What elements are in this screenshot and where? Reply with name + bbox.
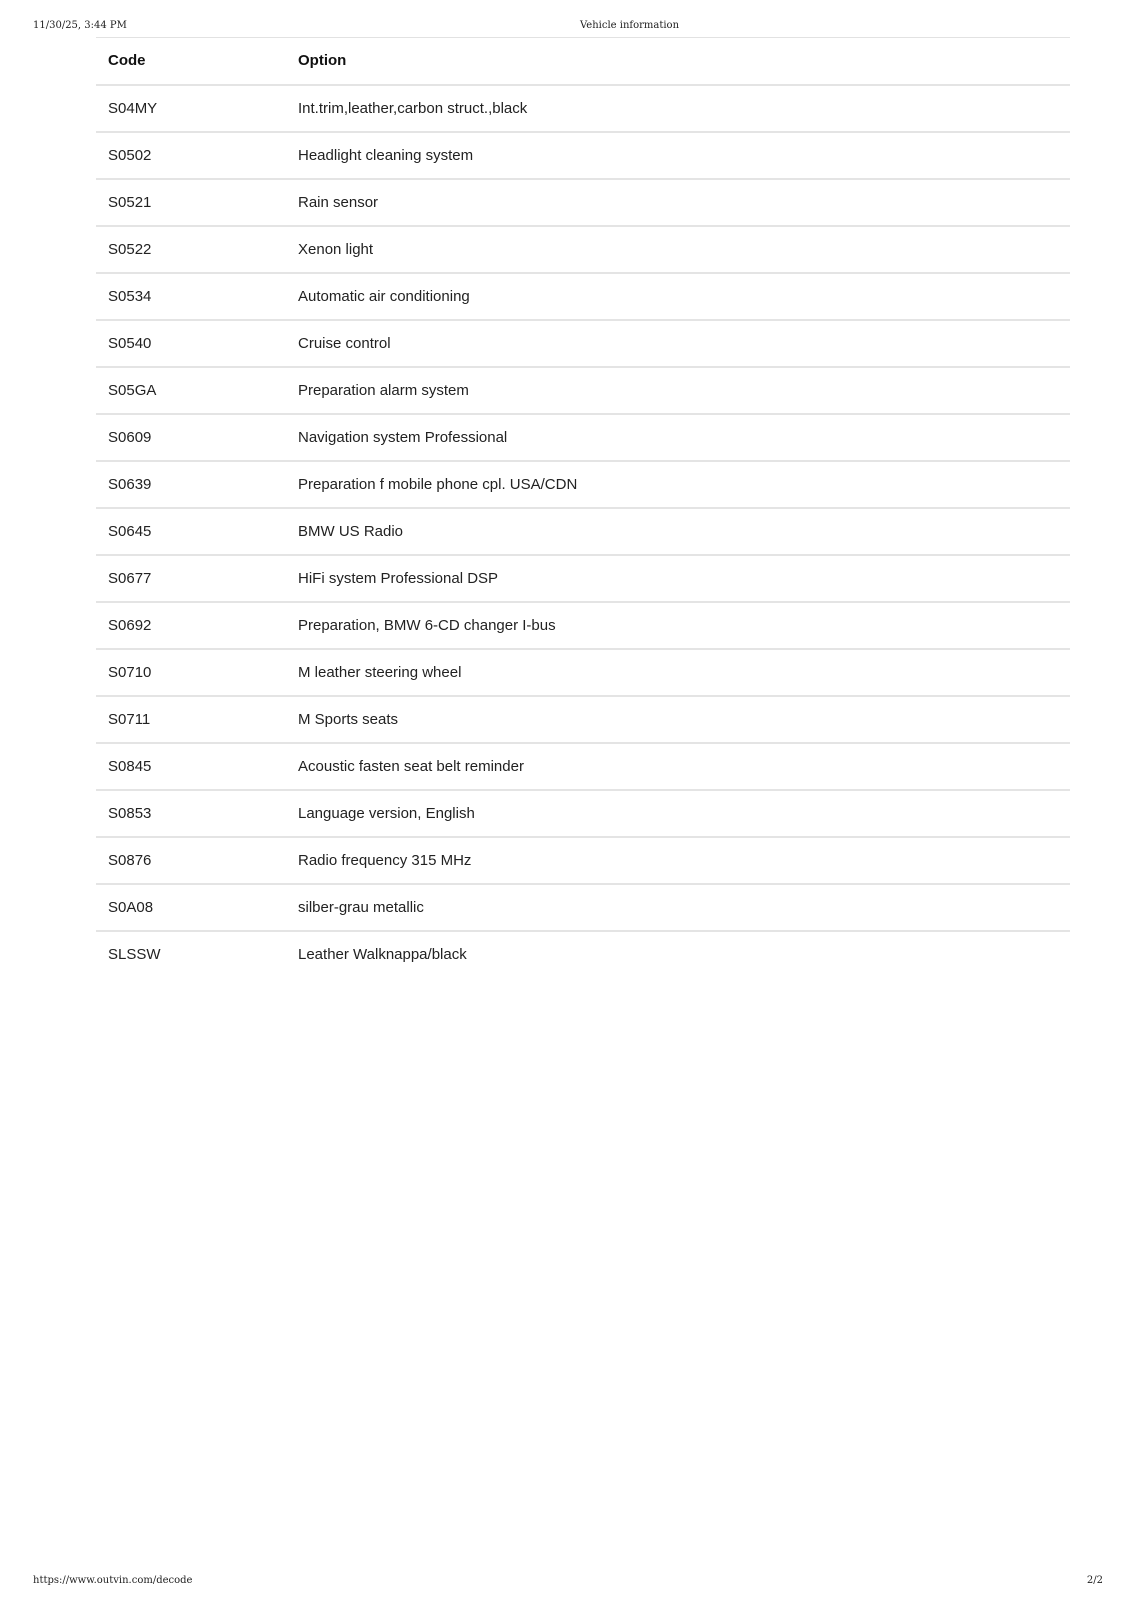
option-code-cell: S0522 bbox=[96, 226, 286, 273]
option-code-cell: S0711 bbox=[96, 696, 286, 743]
table-row bbox=[96, 320, 1070, 367]
table-row bbox=[96, 414, 1070, 461]
option-description-cell: Preparation alarm system bbox=[286, 367, 1070, 414]
option-description-cell: Headlight cleaning system bbox=[286, 132, 1070, 179]
table-row bbox=[96, 931, 1070, 978]
print-header bbox=[0, 20, 1131, 34]
table-row bbox=[96, 85, 1070, 132]
option-code-cell: S0540 bbox=[96, 320, 286, 367]
option-description-cell: Navigation system Professional bbox=[286, 414, 1070, 461]
option-code-cell: S05GA bbox=[96, 367, 286, 414]
print-footer bbox=[0, 1575, 1131, 1589]
option-description-cell: M leather steering wheel bbox=[286, 649, 1070, 696]
option-code-cell: S0534 bbox=[96, 273, 286, 320]
column-header-option: Option bbox=[286, 38, 1070, 85]
option-description-cell: M Sports seats bbox=[286, 696, 1070, 743]
option-description-cell: silber-grau metallic bbox=[286, 884, 1070, 931]
table-row bbox=[96, 132, 1070, 179]
option-code-cell: S04MY bbox=[96, 85, 286, 132]
table-row bbox=[96, 602, 1070, 649]
table-row bbox=[96, 649, 1070, 696]
vehicle-options-table bbox=[96, 37, 1070, 978]
table-row bbox=[96, 696, 1070, 743]
option-description-cell: Xenon light bbox=[286, 226, 1070, 273]
option-description-cell: Acoustic fasten seat belt reminder bbox=[286, 743, 1070, 790]
option-description-cell: Cruise control bbox=[286, 320, 1070, 367]
option-code-cell: S0853 bbox=[96, 790, 286, 837]
table-row bbox=[96, 837, 1070, 884]
print-page-title: Vehicle information bbox=[579, 20, 680, 31]
option-code-cell: SLSSW bbox=[108, 946, 161, 963]
option-code-cell: S0521 bbox=[96, 179, 286, 226]
option-description-cell: Preparation, BMW 6-CD changer I-bus bbox=[286, 602, 1070, 649]
option-code-cell: S0677 bbox=[96, 555, 286, 602]
option-code-cell: S0502 bbox=[96, 132, 286, 179]
option-code-cell: S0692 bbox=[96, 602, 286, 649]
table-row bbox=[96, 884, 1070, 931]
option-code-cell: S0609 bbox=[96, 414, 286, 461]
table-row bbox=[96, 743, 1070, 790]
option-code-cell: S0710 bbox=[96, 649, 286, 696]
option-code-cell: S0639 bbox=[96, 461, 286, 508]
print-url: https://www.outvin.com/decode bbox=[33, 1575, 193, 1586]
print-page-number: 2/2 bbox=[1086, 1575, 1103, 1586]
option-code-cell: S0845 bbox=[96, 743, 286, 790]
option-description-cell: Automatic air conditioning bbox=[286, 273, 1070, 320]
table-row bbox=[96, 179, 1070, 226]
table-row bbox=[96, 273, 1070, 320]
table-row bbox=[96, 461, 1070, 508]
option-code-cell: S0876 bbox=[96, 837, 286, 884]
column-header-code: Code bbox=[96, 38, 286, 85]
table-row bbox=[96, 508, 1070, 555]
table-row bbox=[96, 555, 1070, 602]
option-description-cell: Language version, English bbox=[286, 790, 1070, 837]
option-code-cell: S0645 bbox=[96, 508, 286, 555]
table-header-row bbox=[96, 38, 1070, 85]
table-row bbox=[96, 226, 1070, 273]
option-description-cell: Preparation f mobile phone cpl. USA/CDN bbox=[286, 461, 1070, 508]
option-description-cell: Leather Walknappa/black bbox=[298, 946, 467, 963]
option-description-cell: Radio frequency 315 MHz bbox=[286, 837, 1070, 884]
table-body bbox=[96, 85, 1070, 978]
table-row bbox=[96, 790, 1070, 837]
option-code-cell: S0A08 bbox=[96, 884, 286, 931]
option-description-cell: HiFi system Professional DSP bbox=[286, 555, 1070, 602]
option-description-cell: Int.trim,leather,carbon struct.,black bbox=[286, 85, 1070, 132]
option-description-cell: Rain sensor bbox=[286, 179, 1070, 226]
option-description-cell: BMW US Radio bbox=[286, 508, 1070, 555]
table-row bbox=[96, 367, 1070, 414]
print-datetime: 11/30/25, 3:44 PM bbox=[33, 20, 127, 31]
